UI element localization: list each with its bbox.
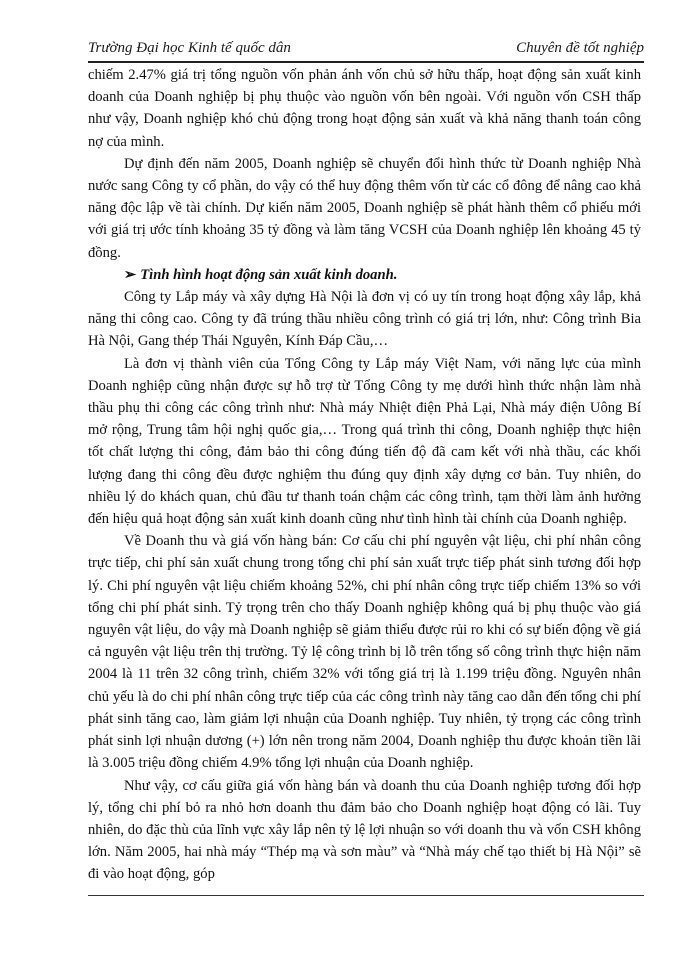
header-thesis-title: Chuyên đề tốt nghiệp (516, 40, 644, 56)
page-header (88, 40, 644, 60)
arrow-bullet-icon: ➢ (124, 266, 137, 283)
paragraph-equity-ratio: chiếm 2.47% giá trị tổng nguồn vốn phản ánh vốn chủ sở hữu thấp, hoạt động sản xuất kinh doanh của Doanh nghiệp bị phụ thuộc vào nguồn vốn bên ngoài. Với nguồn vốn CSH thấp như vậy, Doanh nghiệp khó chủ động trong hoạt động sản xuất và khả năng thanh toán công nợ của mình. (88, 67, 641, 150)
paragraph-subcontractor: Là đơn vị thành viên của Tổng Công ty Lắp máy Việt Nam, với năng lực của mình Doanh nghiệp cũng nhận được sự hỗ trợ từ Tổng Công ty mẹ dưới hình thức nhận làm nhà thầu phụ thi công các công trình như: Nhà máy Nhiệt điện Phả Lại, Nhà máy điện Uông Bí mở rộng, Trung tâm hội nghị quốc gia,… Trong quá trình thi công, Doanh nghiệp thực hiện tốt chất lượng thi công, đảm bảo thi công đúng tiến độ đã cam kết với nhà thầu, các khối lượng đang thi công đều được nghiệm thu đúng quy định xây dựng cơ bản. Tuy nhiên, do nhiều lý do khách quan, chủ đầu tư thanh toán chậm các công trình, tạm thời làm ảnh hưởng đến hiệu quả hoạt động sản xuất kinh doanh cũng như tình hình tài chính của Doanh nghiệp. (88, 355, 641, 528)
section-heading (88, 264, 641, 286)
paragraph-equitization-plan: Dự định đến năm 2005, Doanh nghiệp sẽ chuyển đổi hình thức từ Doanh nghiệp Nhà nước sang Công ty cổ phần, do vậy có thể huy động thêm vốn từ các cổ đông để nâng cao khả năng độc lập về tài chính. Dự kiến năm 2005, Doanh nghiệp sẽ phát hành thêm cổ phiếu mới với giá trị ước tính khoảng 35 tỷ đồng và làm tăng VCSH của Doanh nghiệp lên khoảng 45 tỷ đồng. (88, 155, 641, 261)
footer-divider (88, 895, 644, 896)
header-divider (88, 61, 644, 63)
document-body (88, 64, 641, 886)
section-heading-text: Tình hình hoạt động sản xuất kinh doanh. (140, 266, 398, 283)
paragraph-company-reputation: Công ty Lắp máy và xây dựng Hà Nội là đơn vị có uy tín trong hoạt động xây lắp, khả năng thi công cao. Công ty đã trúng thầu nhiều công trình có giá trị lớn, như: Công trình Bia Hà Nội, Gang thép Thái Nguyên, Kính Đáp Cầu,… (88, 289, 641, 350)
header-university: Trường Đại học Kinh tế quốc dân (88, 40, 291, 56)
paragraph-revenue-costs: Về Doanh thu và giá vốn hàng bán: Cơ cấu chi phí nguyên vật liệu, chi phí nhân công trực tiếp, chi phí sản xuất chung trong tổng chi phí sản xuất trực tiếp phát sinh tương đối hợp lý. Chi phí nguyên vật liệu chiếm khoảng 52%, chi phí nhân công trực tiếp chiếm 13% so với tổng chi phí phát sinh. Tỷ trọng trên cho thấy Doanh nghiệp không quá bị phụ thuộc vào giá nguyên vật liệu, do vậy mà Doanh nghiệp sẽ giảm thiểu được rủi ro khi có sự biến động về giá cả nguyên vật liệu trên thị trường. Tỷ lệ công trình bị lỗ trên tổng số công trình thực hiện năm 2004 là 11 trên 32 công trình, chiếm 32% với tổng giá trị là 1.199 triệu đồng. Nguyên nhân chủ yếu là do chi phí nhân công trực tiếp của các công trình này tăng cao dẫn đến tổng chi phí phát sinh tăng cao, làm giảm lợi nhuận của Doanh nghiệp. Tuy nhiên, tỷ trọng các công trình phát sinh lợi nhuận dương (+) lớn nên trong năm 2004, Doanh nghiệp thu được khoản tiền lãi là 3.005 triệu đồng chiếm 4.9% tổng lợi nhuận của Doanh nghiệp. (88, 533, 641, 772)
paragraph-conclusion: Như vậy, cơ cấu giữa giá vốn hàng bán và doanh thu của Doanh nghiệp tương đối hợp lý, tổng chi phí bỏ ra nhỏ hơn doanh thu đảm bảo cho Doanh nghiệp hoạt động có lãi. Tuy nhiên, do đặc thù của lĩnh vực xây lắp nên tỷ lệ lợi nhuận so với doanh thu và vốn CSH không lớn. Năm 2005, hai nhà máy “Thép mạ và sơn màu” và “Nhà máy chế tạo thiết bị Hà Nội” sẽ đi vào hoạt động, góp (88, 777, 641, 883)
